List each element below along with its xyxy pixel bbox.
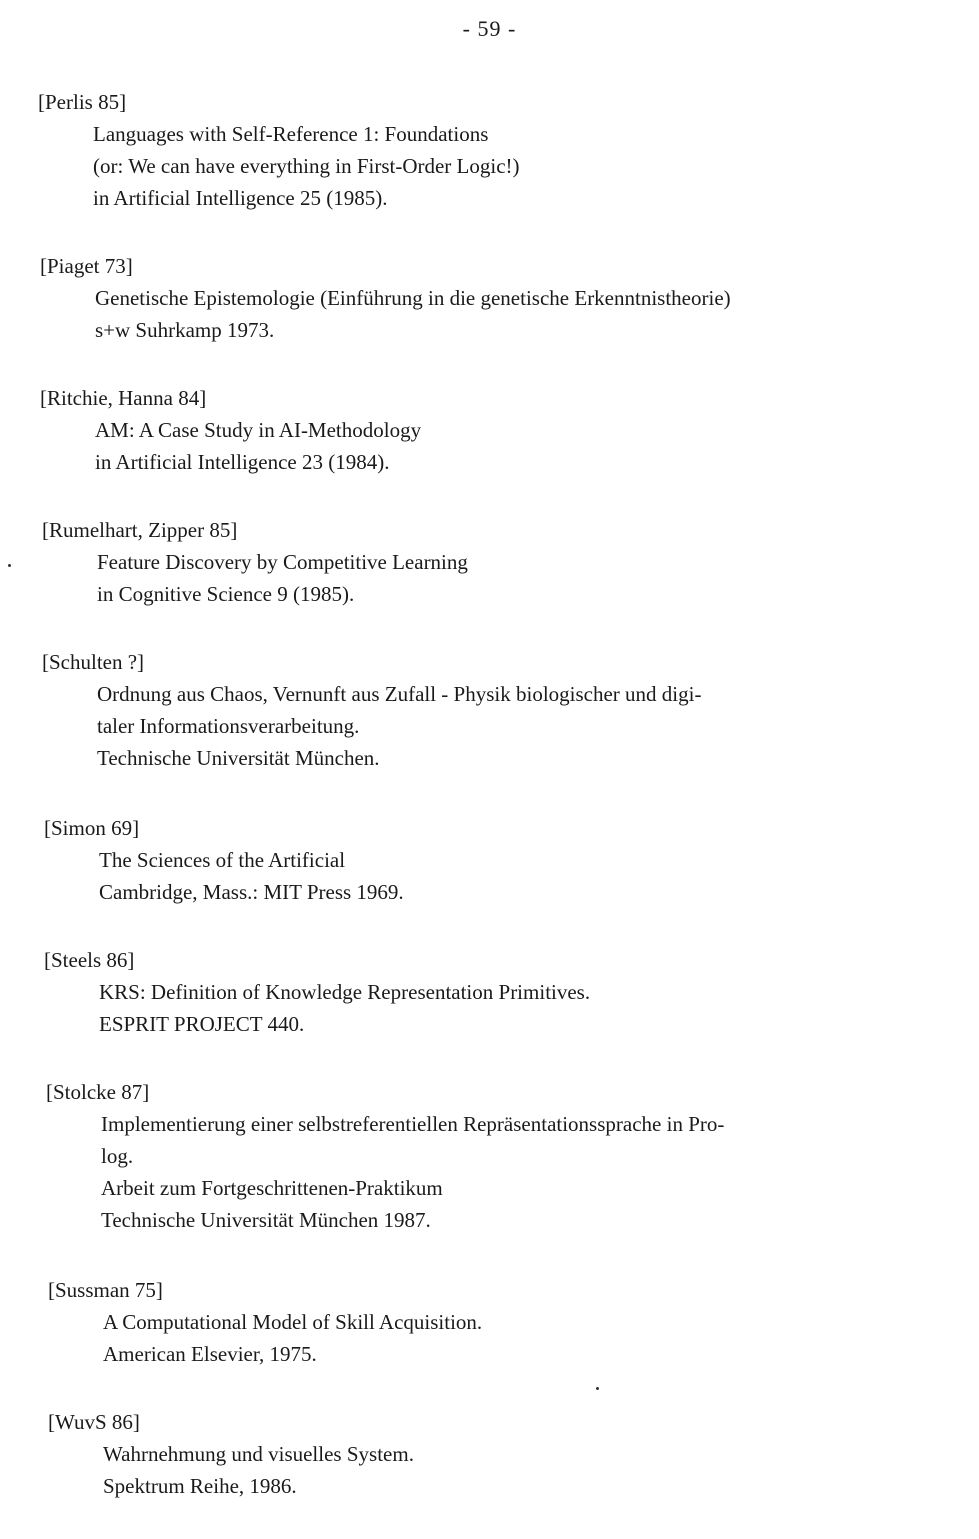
reference-key: [Stolcke 87]: [46, 1080, 150, 1104]
reference-key: [Piaget 73]: [40, 254, 133, 278]
reference-line: (or: We can have everything in First-Order Logic!): [93, 154, 520, 178]
reference-line: Languages with Self-Reference 1: Foundations: [93, 122, 489, 146]
scan-speck: [596, 1387, 599, 1390]
reference-line: in Cognitive Science 9 (1985).: [97, 582, 355, 606]
reference-key: [Simon 69]: [44, 816, 140, 840]
reference-line: Arbeit zum Fortgeschrittenen-Praktikum: [101, 1176, 443, 1200]
reference-key: [Schulten ?]: [42, 650, 145, 674]
reference-line: Wahrnehmung und visuelles System.: [103, 1442, 414, 1466]
reference-line: in Artificial Intelligence 23 (1984).: [95, 450, 390, 474]
scan-speck: [8, 564, 11, 567]
reference-key: [Steels 86]: [44, 948, 135, 972]
reference-line: Feature Discovery by Competitive Learning: [97, 550, 468, 574]
reference-rumelhart-zipper-85: [42, 514, 468, 610]
reference-line: Cambridge, Mass.: MIT Press 1969.: [99, 880, 404, 904]
reference-line: Ordnung aus Chaos, Vernunft aus Zufall - Physik biologischer und digi-: [97, 682, 702, 706]
reference-line: in Artificial Intelligence 25 (1985).: [93, 186, 388, 210]
reference-line: Spektrum Reihe, 1986.: [103, 1474, 297, 1498]
reference-ritchie-hanna-84: [40, 382, 421, 478]
reference-line: Technische Universität München 1987.: [101, 1208, 431, 1232]
reference-steels-86: [44, 944, 590, 1040]
reference-key: [WuvS 86]: [48, 1410, 140, 1434]
reference-key: [Sussman 75]: [48, 1278, 163, 1302]
reference-simon-69: [44, 812, 404, 908]
page-number: - 59 -: [462, 16, 517, 41]
reference-key: [Rumelhart, Zipper 85]: [42, 518, 238, 542]
reference-line: s+w Suhrkamp 1973.: [95, 318, 275, 342]
reference-piaget-73: [40, 250, 731, 346]
reference-line: Implementierung einer selbstreferentiellen Repräsentationssprache in Pro-: [101, 1112, 725, 1136]
reference-line: AM: A Case Study in AI-Methodology: [95, 418, 422, 442]
reference-line: The Sciences of the Artificial: [99, 848, 346, 872]
reference-line: Technische Universität München.: [97, 746, 380, 770]
reference-key: [Perlis 85]: [38, 90, 127, 114]
reference-line: ESPRIT PROJECT 440.: [99, 1012, 305, 1036]
reference-line: A Computational Model of Skill Acquisition.: [103, 1310, 483, 1334]
reference-line: Genetische Epistemologie (Einführung in die genetische Erkenntnistheorie): [95, 286, 731, 310]
reference-line: American Elsevier, 1975.: [103, 1342, 317, 1366]
reference-line: log.: [101, 1144, 134, 1168]
reference-schulten: [42, 646, 701, 774]
reference-sussman-75: [48, 1274, 482, 1370]
reference-key: [Ritchie, Hanna 84]: [40, 386, 207, 410]
reference-line: taler Informationsverarbeitung.: [97, 714, 360, 738]
reference-wuvs-86: [48, 1406, 414, 1502]
reference-line: KRS: Definition of Knowledge Representation Primitives.: [99, 980, 591, 1004]
reference-stolcke-87: [46, 1076, 724, 1236]
reference-perlis-85: [38, 86, 520, 214]
